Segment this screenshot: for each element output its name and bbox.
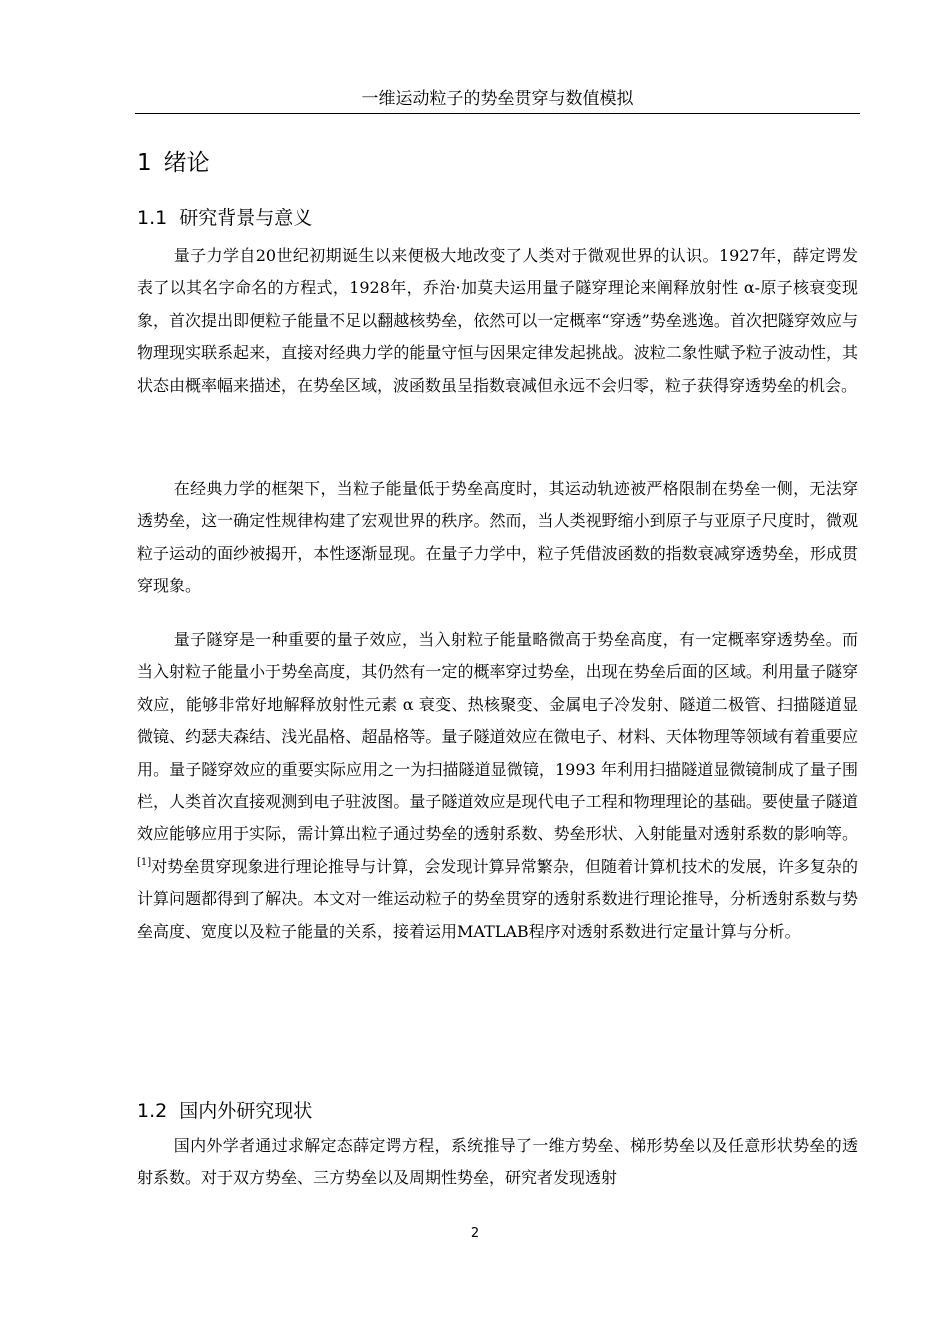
citation-ref: [1] [137,856,152,868]
chapter-title: 绪论 [163,150,210,176]
paragraph-3 [137,624,858,948]
section-heading-1-1 [137,203,312,233]
section-number: 1.1 [137,207,168,229]
header-rule [135,113,860,114]
paragraph-4: 国内外学者通过求解定态薛定谔方程，系统推导了一维方势垒、梯形势垒以及任意形状势垒的透射系数。对于双方势垒、三方势垒以及周期性势垒，研究者发现透射 [137,1136,858,1188]
chapter-heading [137,146,210,180]
section-title: 研究背景与意义 [179,207,313,229]
section-heading-1-2 [137,1096,312,1126]
paragraph-3-text: 量子隧穿是一种重要的量子效应，当入射粒子能量略微高于势垒高度，有一定概率穿透势垒。而当入射粒子能量小于势垒高度，其仍然有一定的概率穿过势垒，出现在势垒后面的区域。利用量子隧穿效应，能够非常好地解释放射性元素 α 衰变、热核聚变、金属电子冷发射、隧道二极管、扫描隧道显微镜、约瑟夫森结、浅光晶格、超晶格等。量子隧道效应在微电子、材料、天体物理等领域有着重要应用。量子隧穿效应的重要实际应用之一为扫描隧道显微镜，1993 年利用扫描隧道显微镜制成了量子围栏，人类首次直接观测到电子驻波图。量子隧道效应是现代电子工程和物理理论的基础。要使量子隧道效应能够应用于实际，需计算出粒子通过势垒的透射系数、势垒形状、入射能量对透射系数的影响等。 [137,630,858,844]
paragraph-2: 在经典力学的框架下，当粒子能量低于势垒高度时，其运动轨迹被严格限制在势垒一侧，无法穿透势垒，这一确定性规律构建了宏观世界的秩序。然而，当人类视野缩小到原子与亚原子尺度时，微观粒子运动的面纱被揭开，本性逐渐显现。在量子力学中，粒子凭借波函数的指数衰减穿透势垒，形成贯穿现象。 [137,479,858,596]
paragraph-3-text-cont: 对势垒贯穿现象进行理论推导与计算，会发现计算异常繁杂，但随着计算机技术的发展，许多复杂的计算问题都得到了解决。本文对一维运动粒子的势垒贯穿的透射系数进行理论推导，分析透射系数与势垒高度、宽度以及粒子能量的关系，接着运用MATLAB程序对透射系数进行定量计算与分析。 [137,856,858,941]
section-number: 1.2 [137,1100,168,1122]
chapter-number: 1 [137,150,152,176]
section-title: 国内外研究现状 [179,1100,313,1122]
running-header: 一维运动粒子的势垒贯穿与数值模拟 [361,89,634,109]
paragraph-1: 量子力学自20世纪初期诞生以来便极大地改变了人类对于微观世界的认识。1927年，薛定谔发表了以其名字命名的方程式，1928年，乔治·加莫夫运用量子隧穿理论来阐释放射性 α-原子核衰变现象，首次提出即便粒子能量不足以翻越核势垒，依然可以一定概率“穿透”势垒逃逸。首次把隧穿效应与物理现实联系起来，直接对经典力学的能量守恒与因果定律发起挑战。波粒二象性赋予粒子波动性，其状态由概率幅来描述，在势垒区域，波函数虽呈指数衰减但永远不会归零，粒子获得穿透势垒的机会。 [137,246,858,395]
page-number: 2 [470,1226,480,1241]
